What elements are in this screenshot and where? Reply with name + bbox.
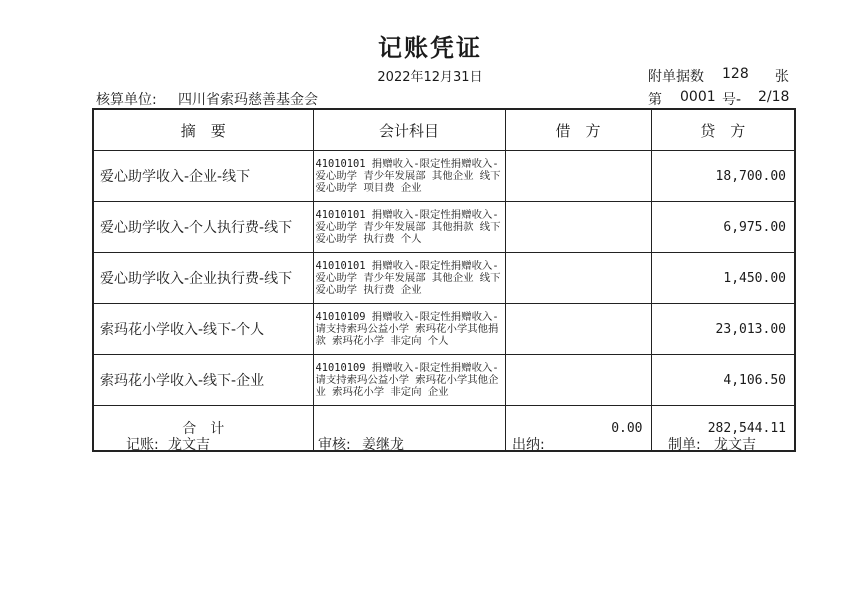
row-subject: 41010101 捐赠收入-限定性捐赠收入-爱心助学 青少年发展部 其他企业 线下爱心助学 执行费 企业: [313, 253, 505, 304]
row-credit: 1,450.00: [651, 253, 795, 304]
total-label-text: 合 计: [182, 421, 225, 437]
row-debit: [505, 151, 651, 202]
row-debit: [505, 253, 651, 304]
header-credit: 贷 方: [651, 109, 795, 151]
voucher-title: 记账凭证: [378, 34, 482, 62]
row-summary: 爱心助学收入-个人执行费-线下: [93, 202, 313, 253]
row-summary: 索玛花小学收入-线下-企业: [93, 355, 313, 406]
voucher-date: 2022年12月31日: [377, 70, 483, 85]
bookkeeper-label: 记账:: [126, 437, 159, 453]
voucher-number: 0001: [680, 89, 716, 105]
row-subject: 41010109 捐赠收入-限定性捐赠收入-请支持索玛公益小学 索玛花小学其他捐款 索玛花小学 非定向 个人: [313, 304, 505, 355]
row-debit: [505, 355, 651, 406]
voucher-number-separator: 号-: [722, 92, 742, 108]
row-subject: 41010109 捐赠收入-限定性捐赠收入-请支持索玛公益小学 索玛花小学其他企业 索玛花小学 非定向 企业: [313, 355, 505, 406]
voucher-table: [92, 108, 796, 452]
row-summary: 索玛花小学收入-线下-个人: [93, 304, 313, 355]
table-row: [93, 253, 795, 304]
attachments-label: 附单据数: [648, 69, 704, 85]
total-debit: 0.00: [505, 406, 651, 452]
row-credit: 6,975.00: [651, 202, 795, 253]
row-debit: [505, 202, 651, 253]
row-credit: 23,013.00: [651, 304, 795, 355]
header-summary: 摘 要: [93, 109, 313, 151]
table-row: [93, 151, 795, 202]
org-name: 四川省索玛慈善基金会: [178, 92, 318, 108]
preparer-name: 龙文吉: [714, 437, 756, 453]
row-summary: 爱心助学收入-企业执行费-线下: [93, 253, 313, 304]
table-header-row: [93, 109, 795, 151]
header-subject: 会计科目: [313, 109, 505, 151]
reviewer-name: 姜继龙: [362, 437, 404, 453]
row-debit: [505, 304, 651, 355]
attachments-unit: 张: [775, 69, 789, 85]
table-row: [93, 202, 795, 253]
voucher-page: 2/18: [758, 89, 790, 105]
reviewer-label: 审核:: [318, 437, 351, 453]
header-debit: 借 方: [505, 109, 651, 151]
row-credit: 4,106.50: [651, 355, 795, 406]
table-row: [93, 355, 795, 406]
cashier-label: 出纳:: [512, 437, 545, 453]
row-subject: 41010101 捐赠收入-限定性捐赠收入-爱心助学 青少年发展部 其他企业 线下爱心助学 项目费 企业: [313, 151, 505, 202]
org-label: 核算单位:: [96, 92, 157, 108]
total-credit: 282,544.11: [651, 406, 795, 452]
row-credit: 18,700.00: [651, 151, 795, 202]
row-subject: 41010101 捐赠收入-限定性捐赠收入-爱心助学 青少年发展部 其他捐款 线下爱心助学 执行费 个人: [313, 202, 505, 253]
bookkeeper-name: 龙文吉: [168, 437, 210, 453]
table-row: [93, 304, 795, 355]
attachments-count: 128: [722, 66, 749, 82]
voucher-number-label: 第: [648, 92, 662, 108]
preparer-label: 制单:: [668, 437, 701, 453]
row-summary: 爱心助学收入-企业-线下: [93, 151, 313, 202]
